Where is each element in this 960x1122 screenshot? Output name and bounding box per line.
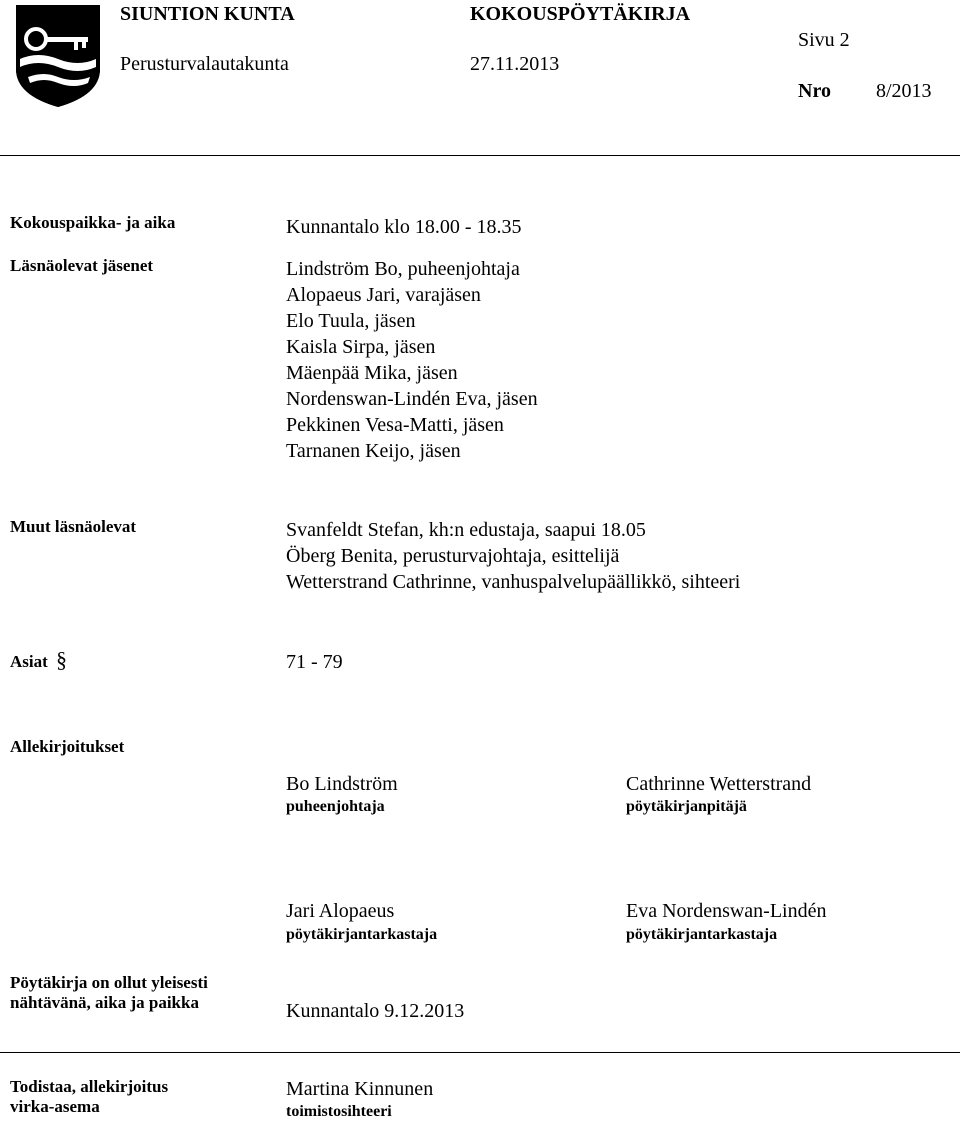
chair-name: Bo Lindström (286, 773, 398, 795)
signatures-label: Allekirjoitukset (10, 737, 125, 756)
other-attendee-item: Öberg Benita, perusturvajohtaja, esittelijä (286, 545, 620, 567)
items-range: 71 - 79 (286, 651, 343, 673)
checker1-role: pöytäkirjantarkastaja (286, 926, 438, 943)
member-item: Tarnanen Keijo, jäsen (286, 440, 461, 462)
members-label: Läsnäolevat jäsenet (10, 256, 154, 275)
secretary-role: pöytäkirjanpitäjä (626, 798, 747, 815)
display-label (10, 973, 208, 1013)
checker2-role: pöytäkirjantarkastaja (626, 926, 778, 943)
number-value: 8/2013 (876, 80, 932, 102)
place-time-value: Kunnantalo klo 18.00 - 18.35 (286, 216, 522, 238)
organization-name: SIUNTION KUNTA (120, 3, 295, 25)
display-label-line: Pöytäkirja on ollut yleisesti (10, 973, 208, 992)
member-item: Elo Tuula, jäsen (286, 310, 416, 332)
display-value: Kunnantalo 9.12.2013 (286, 1000, 465, 1022)
chair-role: puheenjohtaja (286, 798, 385, 815)
document-type: KOKOUSPÖYTÄKIRJA (470, 3, 691, 25)
member-item: Pekkinen Vesa-Matti, jäsen (286, 414, 504, 436)
member-item: Alopaeus Jari, varajäsen (286, 284, 481, 306)
checker2-name: Eva Nordenswan-Lindén (626, 900, 827, 922)
others-list (286, 517, 740, 595)
checker1-name: Jari Alopaeus (286, 900, 395, 922)
certify-label (10, 1077, 168, 1117)
number-label: Nro (798, 80, 831, 102)
certify-label-line: Todistaa, allekirjoitus (10, 1077, 169, 1096)
footer-divider (0, 1052, 960, 1053)
member-item: Nordenswan-Lindén Eva, jäsen (286, 388, 538, 410)
member-item: Kaisla Sirpa, jäsen (286, 336, 436, 358)
section-symbol: § (56, 647, 68, 672)
department-name: Perusturvalautakunta (120, 53, 289, 75)
header-divider (0, 155, 960, 156)
others-label: Muut läsnäolevat (10, 517, 137, 536)
display-label-line: nähtävänä, aika ja paikka (10, 993, 199, 1012)
certifier-name: Martina Kinnunen (286, 1078, 434, 1100)
member-item: Mäenpää Mika, jäsen (286, 362, 458, 384)
items-label-text: Asiat (10, 652, 48, 671)
page-number: Sivu 2 (798, 29, 850, 51)
municipality-crest (14, 3, 102, 109)
secretary-name: Cathrinne Wetterstrand (626, 773, 812, 795)
items-label (10, 647, 68, 672)
place-time-label: Kokouspaikka- ja aika (10, 213, 176, 232)
certify-label-line: virka-asema (10, 1097, 100, 1116)
other-attendee-item: Svanfeldt Stefan, kh:n edustaja, saapui 18.05 (286, 519, 646, 541)
member-item: Lindström Bo, puheenjohtaja (286, 258, 520, 280)
meeting-date: 27.11.2013 (470, 53, 560, 75)
members-list (286, 256, 538, 464)
other-attendee-item: Wetterstrand Cathrinne, vanhuspalvelupäällikkö, sihteeri (286, 571, 741, 593)
certifier-title: toimistosihteeri (286, 1103, 392, 1120)
